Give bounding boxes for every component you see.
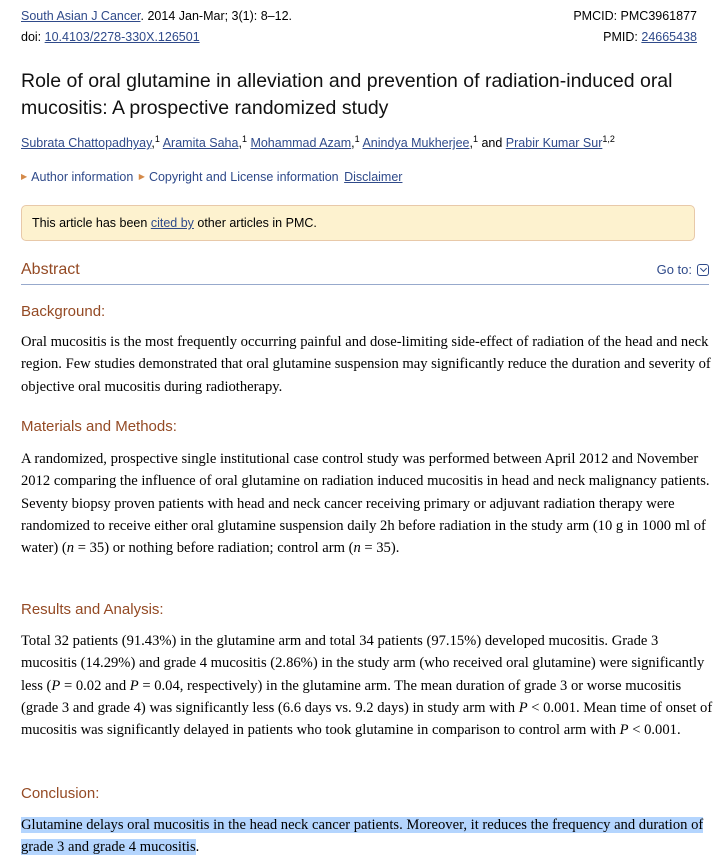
- methods-n-symbol: n: [353, 540, 361, 557]
- doi: [21, 27, 200, 48]
- copyright-toggle[interactable]: Copyright and License information: [148, 170, 339, 184]
- author-link[interactable]: Aramita Saha: [162, 136, 239, 150]
- pmid-label: PMID:: [603, 30, 642, 44]
- background-heading: Background:: [21, 303, 106, 320]
- pmcid: PMCID: PMC3961877: [573, 9, 697, 23]
- results-p-symbol: P: [51, 677, 61, 694]
- pmid: [603, 27, 697, 48]
- doi-link[interactable]: 10.4103/2278-330X.126501: [44, 30, 200, 44]
- author-link[interactable]: Prabir Kumar Sur: [505, 136, 603, 150]
- results-heading: Results and Analysis:: [21, 601, 164, 618]
- author-separator: ,: [151, 136, 155, 150]
- authors-and: and: [477, 136, 506, 150]
- results-text-part: Total 32 patients (91.43%) in the glutamine arm and total 34 patients (97.15%) developed mucositis. Grade 3 mucositis (14.29%) and grade 4 mucositis (2.86%) in the study arm (who received oral glutamine) were significantly less (: [21, 633, 705, 694]
- methods-heading: Materials and Methods:: [21, 418, 177, 435]
- methods-text-part: = 35).: [360, 540, 400, 557]
- article-info-links: [21, 168, 402, 186]
- citation-bar: [21, 6, 697, 48]
- author-affiliation: 1: [354, 134, 360, 144]
- triangle-right-icon: ▶: [138, 172, 145, 181]
- citation-row-1: [21, 6, 697, 27]
- author-separator: ,: [351, 136, 355, 150]
- selected-text[interactable]: Glutamine delays oral mucositis in the head neck cancer patients. Moreover, it reduces the frequency and duration of grade 3 and grade 4 mucositis: [21, 817, 704, 856]
- methods-text-part: = 35) or nothing before radiation; control arm (: [74, 540, 354, 557]
- cited-by-link[interactable]: cited by: [150, 216, 194, 230]
- author-affiliation: 1,2: [602, 134, 615, 144]
- author-link[interactable]: Anindya Mukherjee: [362, 136, 470, 150]
- author-affiliation: 1: [154, 134, 160, 144]
- methods-n-symbol: n: [66, 540, 75, 557]
- author-separator: ,: [238, 136, 242, 150]
- conclusion-period: .: [195, 839, 200, 856]
- results-p-symbol: P: [518, 699, 528, 716]
- goto-label: Go to:: [656, 262, 692, 277]
- background-text: Oral mucositis is the most frequently occurring painful and dose-limiting side-effect of radiation of the head and neck region. Few studies demonstrated that oral glutamine suspension may significantly reduce the duration and severity of objective oral mucositis during radiotherapy.: [21, 334, 711, 395]
- article-title: Role of oral glutamine in alleviation and prevention of radiation-induced oral mucositis: A prospective randomized study: [21, 70, 673, 119]
- results-text: [21, 630, 713, 741]
- author-list: [21, 134, 711, 152]
- results-text-part: < 0.001. Mean time of onset of mucositis was significantly delayed in patients who took glutamine in comparison to control arm with: [21, 699, 713, 739]
- doi-label: doi:: [21, 30, 45, 44]
- author-affiliation: 1: [241, 134, 247, 144]
- methods-text-part: A randomized, prospective single institutional case control study was performed between April 2012 and November 2012 comparing the influence of oral glutamine on radiation induced mucositis in head and neck malignancy patients. Seventy biopsy proven patients with head and neck cancer receiving primary or adjuvant radiation therapy were randomized to receive either oral glutamine suspension daily 2h before radiation in the study arm (10 g in 1000 ml of water) (: [21, 451, 710, 557]
- notice-text: other articles in PMC.: [193, 216, 317, 230]
- author-link[interactable]: Subrata Chattopadhyay: [21, 136, 152, 150]
- citation-row-2: [21, 27, 697, 48]
- results-text-part: = 0.02 and: [60, 677, 130, 694]
- results-p-symbol: P: [619, 722, 629, 739]
- author-information-toggle[interactable]: Author information: [31, 170, 134, 184]
- abstract-heading: Abstract: [21, 261, 80, 278]
- chevron-down-icon[interactable]: [697, 264, 709, 276]
- results-p-symbol: P: [129, 677, 139, 694]
- citation-details: . 2014 Jan-Mar; 3(1): 8–12.: [140, 9, 293, 23]
- results-text-part: < 0.001.: [628, 722, 681, 739]
- cited-by-notice: [21, 205, 695, 241]
- author-affiliation: 1: [472, 134, 478, 144]
- journal-citation: [21, 6, 292, 27]
- goto-menu[interactable]: [657, 261, 709, 279]
- author-link[interactable]: Mohammad Azam: [250, 136, 352, 150]
- notice-text: This article has been: [32, 216, 151, 230]
- conclusion-heading: Conclusion:: [21, 785, 100, 802]
- author-separator: ,: [469, 136, 473, 150]
- abstract-header: [21, 258, 709, 285]
- results-text-part: = 0.04, respectively) in the glutamine arm. The mean duration of grade 3 or worse mucositis (grade 3 and grade 4) was significantly less (6.6 days vs. 9.2 days) in study arm with: [21, 677, 682, 716]
- disclaimer-link[interactable]: Disclaimer: [344, 170, 403, 184]
- methods-text: [21, 448, 713, 559]
- pmid-link[interactable]: 24665438: [641, 30, 697, 44]
- conclusion-text: [21, 814, 713, 859]
- journal-link[interactable]: South Asian J Cancer: [21, 9, 141, 23]
- triangle-right-icon: ▶: [21, 172, 28, 181]
